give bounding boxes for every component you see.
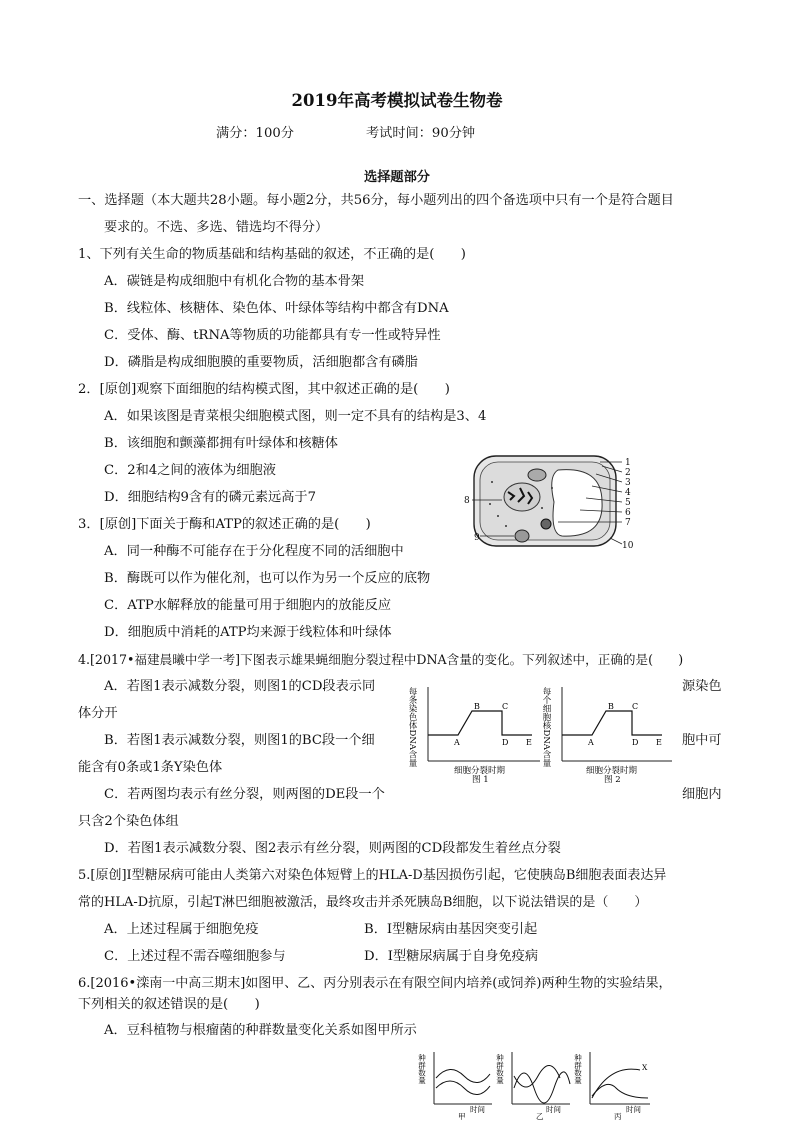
section-instructions-cont: 要求的。不选、多选、错选均不得分） bbox=[104, 220, 329, 235]
graph-1 bbox=[407, 686, 540, 785]
q4-option-d: D．若图1表示减数分裂、图2表示有丝分裂，则两图的CD段都发生着丝点分裂 bbox=[104, 841, 561, 856]
bing-x-marker: X bbox=[642, 1063, 648, 1072]
q4-option-c-cont: 只含2个染色体组 bbox=[78, 814, 179, 829]
jia-ylabel: 种群数量 bbox=[417, 1054, 427, 1084]
cell-label-7: 7 bbox=[625, 518, 631, 528]
graph2-point-d: D bbox=[632, 738, 639, 747]
q1-option-b: B．线粒体、核糖体、染色体、叶绿体等结构中都含有DNA bbox=[104, 301, 449, 316]
exam-time: 考试时间：90分钟 bbox=[366, 126, 476, 141]
vacuole bbox=[552, 470, 602, 537]
cell-label-1: 1 bbox=[625, 458, 631, 468]
q2-option-b: B．该细胞和颤藻都拥有叶绿体和核糖体 bbox=[104, 436, 338, 451]
cell-label-9: 9 bbox=[474, 533, 480, 543]
yi-xlabel: 时间 bbox=[546, 1105, 561, 1114]
q4-option-b-end: 胞中可 bbox=[682, 733, 722, 748]
q1-option-d: D．磷脂是构成细胞膜的重要物质，活细胞都含有磷脂 bbox=[104, 355, 418, 370]
jia-xlabel: 时间 bbox=[470, 1105, 485, 1114]
q5-option-c: C．上述过程不需吞噬细胞参与 bbox=[104, 949, 286, 964]
section-instructions: 一、选择题（本大题共28小题。每小题2分，共56分，每小题列出的四个备选项中只有一个是符合题目 bbox=[78, 193, 674, 208]
q1-option-a: A．碳链是构成细胞中有机化合物的基本骨架 bbox=[104, 274, 365, 289]
q3-stem: 3．[原创]下面关于酶和ATP的叙述正确的是( ) bbox=[78, 517, 371, 532]
graph1-point-a: A bbox=[454, 738, 460, 747]
q4-option-b: B．若图1表示减数分裂，则图1的BC段一个细 bbox=[104, 733, 375, 748]
graph1-point-b: B bbox=[474, 702, 480, 711]
graph1-point-c: C bbox=[502, 702, 509, 711]
population-graphs bbox=[417, 1048, 656, 1121]
graph2-point-c: C bbox=[632, 702, 639, 711]
graph1-point-d: D bbox=[502, 738, 509, 747]
q3-option-b: B．酶既可以作为催化剂，也可以作为另一个反应的底物 bbox=[104, 571, 431, 586]
graph1-point-e: E bbox=[526, 738, 532, 747]
q2-stem: 2．[原创]观察下面细胞的结构模式图，其中叙述正确的是( ) bbox=[78, 382, 450, 397]
golgi-body bbox=[541, 519, 551, 529]
q1-stem: 1、下列有关生命的物质基础和结构基础的叙述，不正确的是( ) bbox=[78, 247, 466, 262]
q5-option-d: D．Ⅰ型糖尿病属于自身免疫病 bbox=[364, 949, 539, 964]
q4-option-a-end: 源染色 bbox=[682, 679, 722, 694]
q2-option-d: D．细胞结构9含有的磷元素远高于7 bbox=[104, 490, 316, 505]
cell-label-5: 5 bbox=[625, 498, 631, 508]
bing-curve-2 bbox=[592, 1084, 648, 1098]
graph1-ylabel: 每条染色体DNA含量 bbox=[407, 687, 417, 767]
q4-option-c-end: 细胞内 bbox=[682, 787, 722, 802]
cell-label-8: 8 bbox=[464, 496, 470, 506]
q4-option-c: C．若两图均表示有丝分裂，则两图的DE段一个 bbox=[104, 787, 385, 802]
graph2-line bbox=[562, 711, 662, 735]
yi-curve-2 bbox=[514, 1065, 560, 1087]
graph-2 bbox=[541, 686, 672, 785]
bing-xlabel: 时间 bbox=[626, 1105, 641, 1114]
cell-label-10: 10 bbox=[622, 541, 634, 551]
cell-label-2: 2 bbox=[625, 468, 631, 478]
section-title: 选择题部分 bbox=[364, 170, 430, 185]
cell-label-3: 3 bbox=[625, 478, 631, 488]
q5-option-a: A．上述过程属于细胞免疫 bbox=[104, 922, 259, 937]
bing-ylabel: 种群数量 bbox=[573, 1054, 583, 1084]
graph1-xlabel: 细胞分裂时期 bbox=[454, 766, 506, 776]
full-score: 满分：100分 bbox=[216, 126, 294, 141]
yi-curve-1 bbox=[514, 1072, 570, 1103]
q3-option-d: D．细胞质中消耗的ATP均来源于线粒体和叶绿体 bbox=[104, 625, 392, 640]
q6-stem-cont: 下列相关的叙述错误的是( ) bbox=[78, 997, 260, 1012]
q1-option-c: C．受体、酶、tRNA等物质的功能都具有专一性或特异性 bbox=[104, 328, 441, 343]
dna-content-graphs bbox=[407, 681, 675, 785]
q4-option-a-cont: 体分开 bbox=[78, 706, 118, 721]
q6-option-a: A．豆科植物与根瘤菌的种群数量变化关系如图甲所示 bbox=[104, 1023, 417, 1038]
bing-curve-1 bbox=[592, 1069, 640, 1098]
q2-option-c: C．2和4之间的液体为细胞液 bbox=[104, 463, 276, 478]
q5-stem: 5.[原创]Ⅰ型糖尿病可能由人类第六对染色体短臂上的HLA-D基因损伤引起，它使胰岛B细胞表面表达异 bbox=[78, 868, 667, 883]
graph2-point-a: A bbox=[588, 738, 594, 747]
jia-curve-1 bbox=[436, 1069, 490, 1082]
graph-bing bbox=[573, 1052, 650, 1121]
graph-jia bbox=[417, 1052, 492, 1121]
yi-ylabel: 种群数量 bbox=[495, 1054, 505, 1084]
mitochondrion bbox=[515, 530, 529, 542]
q4-option-b-cont: 能含有0条或1条Y染色体 bbox=[78, 760, 223, 775]
plant-cell-diagram bbox=[462, 452, 648, 554]
q3-option-c: C．ATP水解释放的能量可用于细胞内的放能反应 bbox=[104, 598, 392, 613]
q5-stem-cont: 常的HLA-D抗原，引起T淋巴细胞被激活，最终攻击并杀死胰岛B细胞，以下说法错误的是（ ） bbox=[78, 895, 648, 910]
graph2-point-b: B bbox=[608, 702, 614, 711]
graph2-point-e: E bbox=[656, 738, 662, 747]
chloroplast bbox=[528, 469, 546, 481]
q4-option-a: A．若图1表示减数分裂，则图1的CD段表示同 bbox=[104, 679, 376, 694]
yi-caption: 乙 bbox=[536, 1112, 544, 1121]
graph-yi bbox=[495, 1052, 570, 1121]
graph2-xlabel: 细胞分裂时期 bbox=[586, 766, 638, 776]
q5-option-b: B．Ⅰ型糖尿病由基因突变引起 bbox=[364, 922, 538, 937]
page-title: 2019年高考模拟试卷生物卷 bbox=[291, 91, 503, 110]
graph1-caption: 图 1 bbox=[472, 775, 489, 785]
q2-option-a: A．如果该图是青菜根尖细胞模式图，则一定不具有的结构是3、4 bbox=[104, 409, 487, 424]
graph2-ylabel: 每个细胞核DNA含量 bbox=[541, 687, 551, 767]
q6-stem: 6.[2016•滦南一中高三期末]如图甲、乙、丙分别表示在有限空间内培养(或饲养)两种生物的实验结果， bbox=[78, 976, 672, 991]
jia-curve-2 bbox=[436, 1081, 490, 1095]
jia-caption: 甲 bbox=[458, 1112, 466, 1121]
q4-stem: 4.[2017•福建晨曦中学一考]下图表示雄果蝇细胞分裂过程中DNA含量的变化。下列叙述中，正确的是( ) bbox=[78, 652, 684, 667]
graph1-line bbox=[428, 711, 532, 735]
graph2-caption: 图 2 bbox=[604, 775, 621, 785]
cell-label-4: 4 bbox=[625, 488, 631, 498]
q3-option-a: A．同一种酶不可能存在于分化程度不同的活细胞中 bbox=[104, 544, 404, 559]
cell-label-6: 6 bbox=[625, 508, 631, 518]
bing-caption: 丙 bbox=[614, 1112, 622, 1121]
